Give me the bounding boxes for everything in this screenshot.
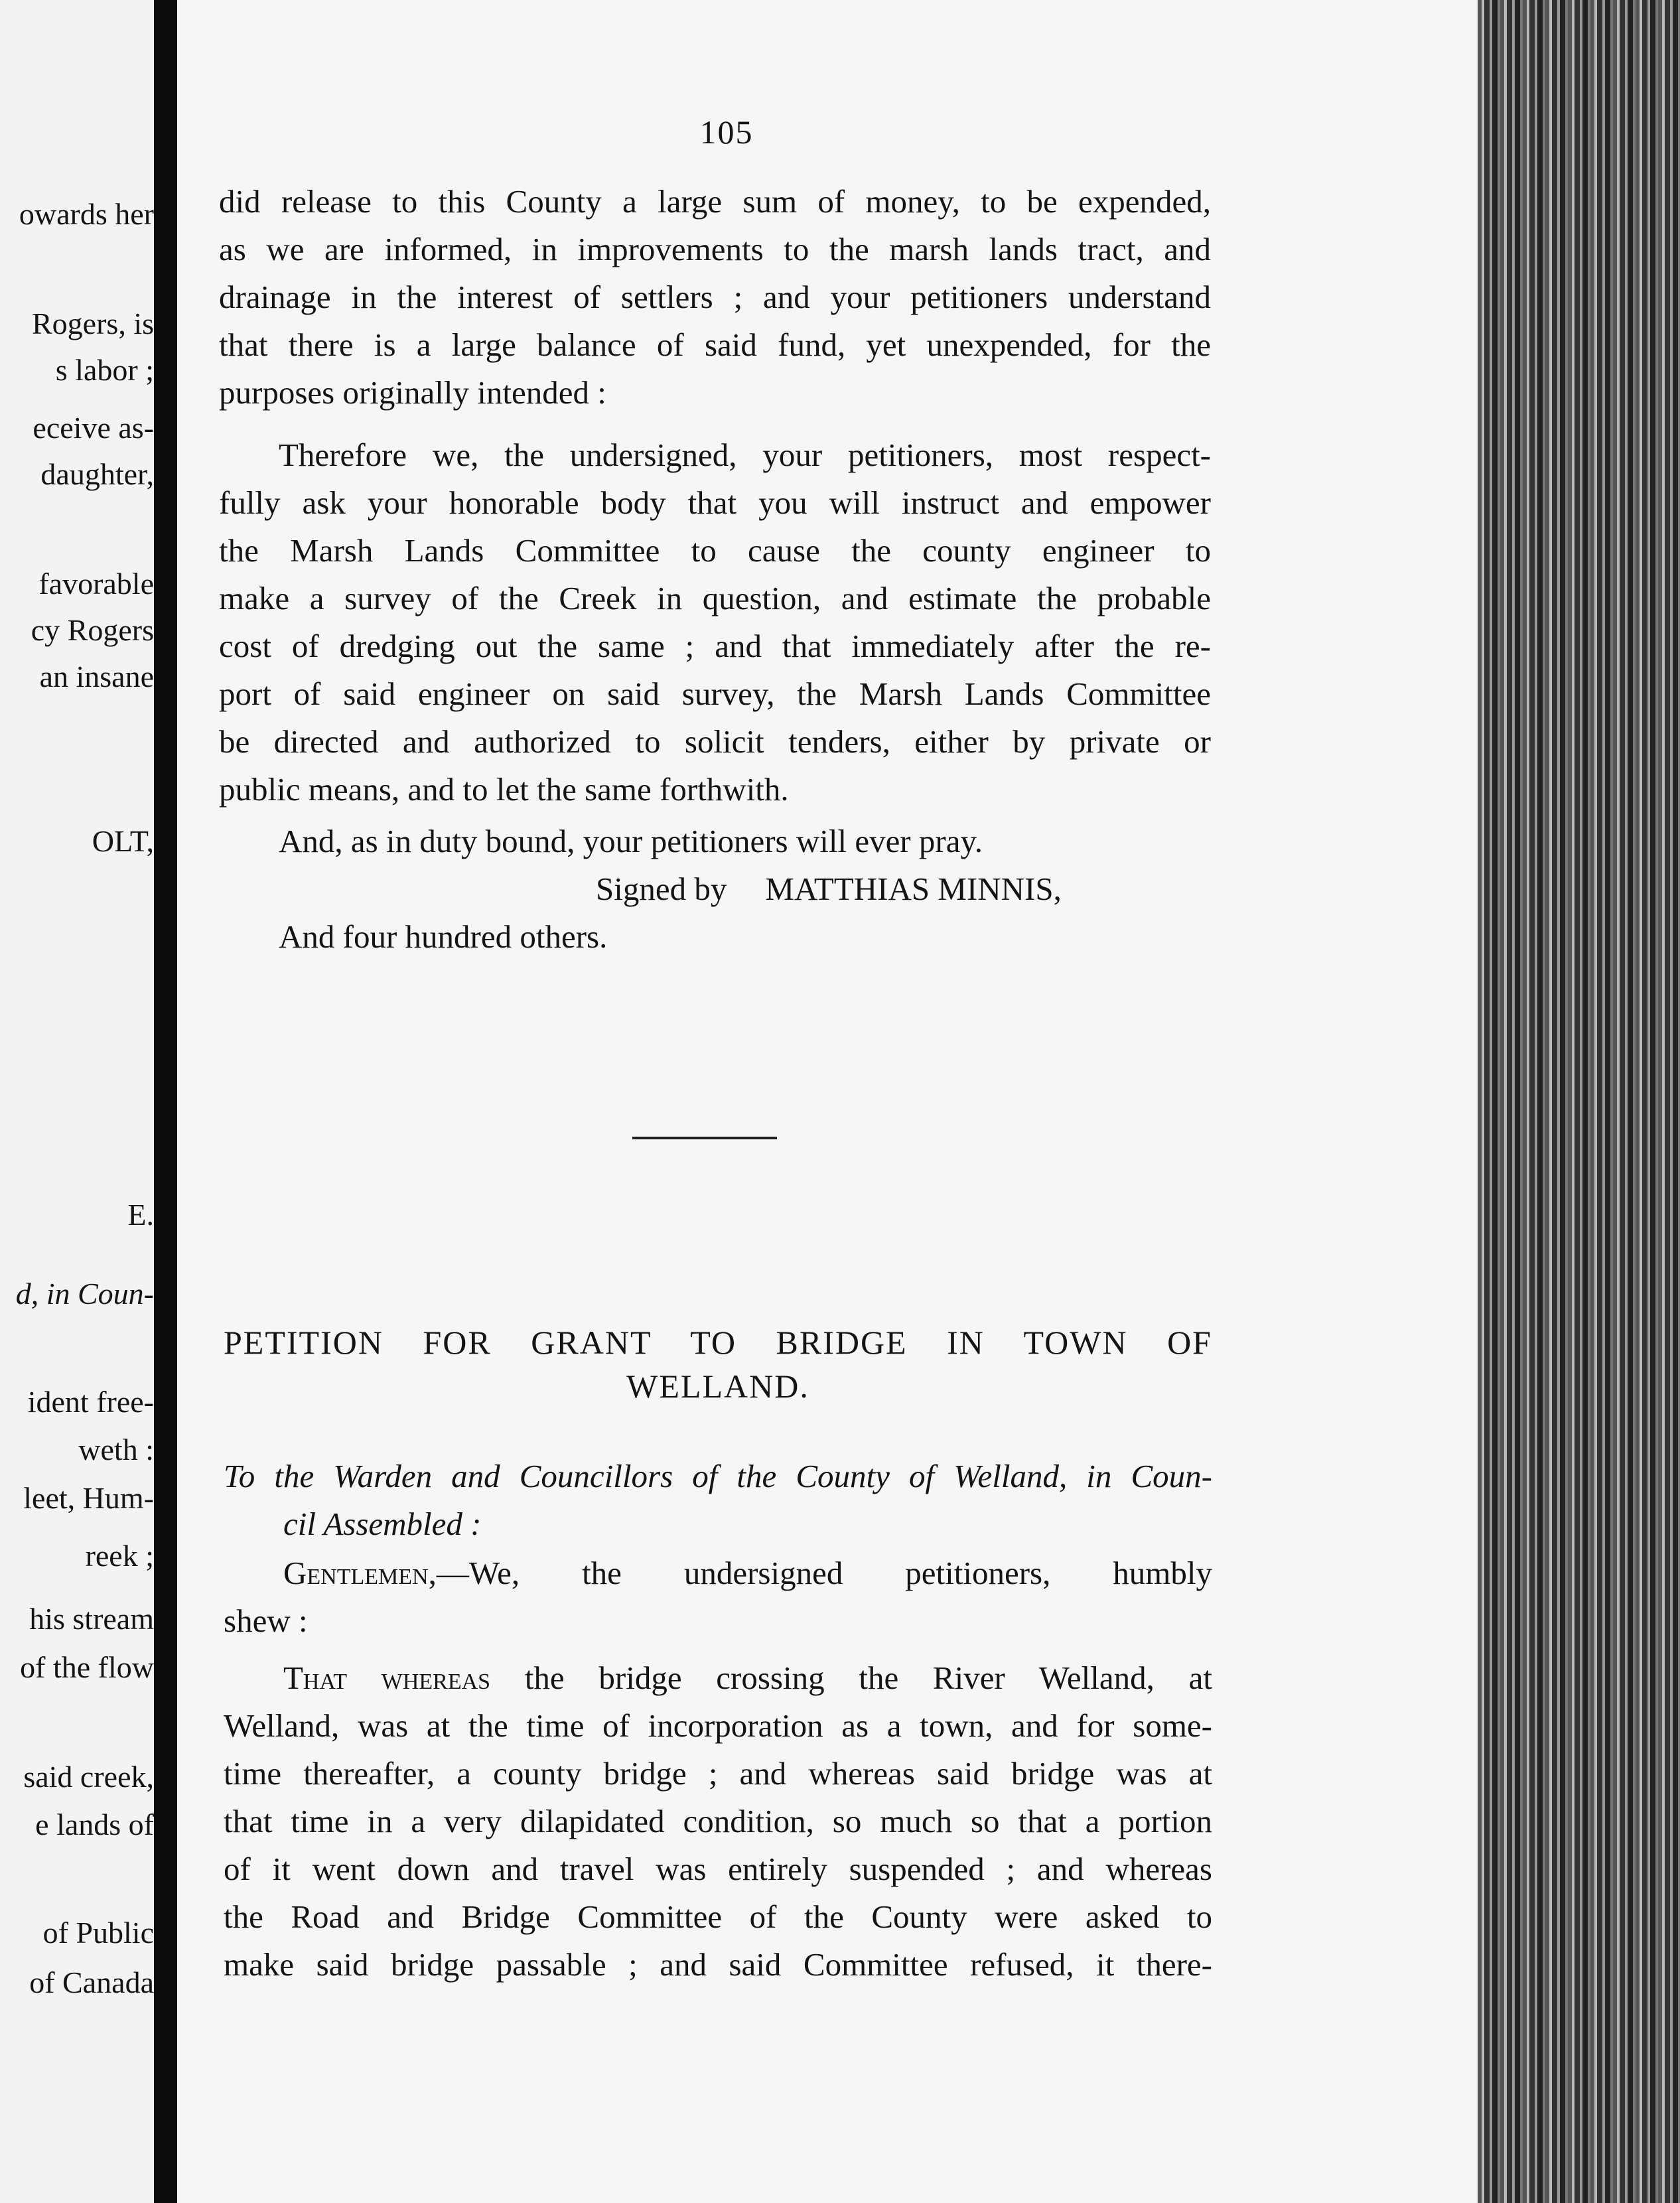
- body-lead: That whereas: [283, 1660, 491, 1696]
- left-page-fragment: Rogers, is: [32, 307, 154, 340]
- signer-name: MATTHIAS MINNIS,: [765, 871, 1062, 907]
- body-line-rest: the bridge crossing the River Welland, at: [490, 1660, 1212, 1696]
- left-page-fragment: s labor ;: [55, 353, 154, 387]
- section-heading: [224, 1320, 1212, 1408]
- page-number: 105: [699, 113, 754, 151]
- left-page-fragment: E.: [127, 1198, 154, 1232]
- left-page-fragment: said creek,: [23, 1760, 154, 1794]
- section-divider: [632, 1137, 777, 1139]
- left-page-fragment: daughter,: [40, 457, 154, 491]
- left-page-fragment: of Canada: [29, 1965, 154, 1999]
- text-line: Therefore we, the undersigned, your petitioners, most respect-: [279, 437, 1211, 473]
- heading-line: WELLAND.: [626, 1368, 809, 1405]
- text-line: public means, and to let the same forthwith.: [219, 771, 789, 808]
- text-line: the Marsh Lands Committee to cause the county engineer to: [219, 532, 1211, 569]
- text-line: that there is a large balance of said fund, yet unexpended, for the: [219, 326, 1211, 363]
- text-line: cost of dredging out the same ; and that immediately after the re-: [219, 628, 1211, 664]
- others-line: And four hundred others.: [279, 918, 608, 955]
- text-line: of it went down and travel was entirely suspended ; and whereas: [224, 1851, 1212, 1887]
- left-page-fragment: an insane: [39, 660, 154, 693]
- text-line: make a survey of the Creek in question, and estimate the probable: [219, 580, 1211, 616]
- address-line: To the Warden and Councillors of the County of Welland, in Coun-: [224, 1458, 1212, 1494]
- left-page-fragment: of the flow: [20, 1650, 154, 1684]
- salutation-line: shew :: [224, 1602, 308, 1639]
- text-line: drainage in the interest of settlers ; and your petitioners understand: [219, 279, 1211, 315]
- page-edges: [1478, 0, 1680, 2203]
- left-page-fragment: leet, Hum-: [23, 1481, 154, 1515]
- salutation-line: [224, 1549, 1212, 1597]
- left-page-fragment: e lands of: [35, 1808, 154, 1841]
- heading-line: PETITION FOR GRANT TO BRIDGE IN TOWN OF: [224, 1324, 1212, 1361]
- text-line: Welland, was at the time of incorporation as a town, and for some-: [224, 1707, 1212, 1744]
- text-line: the Road and Bridge Committee of the County were asked to: [224, 1898, 1212, 1935]
- left-page-fragment: eceive as-: [33, 411, 154, 445]
- left-page-fragment: his stream: [29, 1602, 154, 1636]
- left-page-fragment: weth :: [78, 1433, 154, 1466]
- left-page-fragment: owards her: [19, 197, 154, 231]
- text-line: make said bridge passable ; and said Committee refused, it there-: [224, 1946, 1212, 1983]
- left-page-fragment: reek ;: [85, 1539, 154, 1573]
- text-line: fully ask your honorable body that you will instruct and empower: [219, 484, 1211, 521]
- text-line: time thereafter, a county bridge ; and whereas said bridge was at: [224, 1755, 1212, 1792]
- text-line: be directed and authorized to solicit tenders, either by private or: [219, 723, 1211, 760]
- salutation-rest: —We, the undersigned petitioners, humbly: [436, 1555, 1212, 1591]
- left-page-fragment: of Public: [42, 1916, 154, 1950]
- text-line: did release to this County a large sum of money, to be expended,: [219, 183, 1211, 220]
- left-page-fragment: favorable: [38, 567, 154, 601]
- left-page-fragment: ident free-: [27, 1385, 154, 1419]
- signature-line: [219, 865, 1211, 913]
- text-line: port of said engineer on said survey, the Marsh Lands Committee: [219, 675, 1211, 712]
- text-line: purposes originally intended :: [219, 374, 606, 411]
- text-line: as we are informed, in improvements to the marsh lands tract, and: [219, 231, 1211, 267]
- signed-by-label: Signed by: [596, 871, 727, 907]
- petition-body-part1: [219, 178, 1211, 961]
- left-page-fragment: OLT,: [92, 824, 154, 858]
- left-page-fragment: cy Rogers: [31, 613, 154, 647]
- petition-body-part2: [224, 1453, 1212, 1989]
- address-line: cil Assembled :: [283, 1506, 482, 1542]
- left-facing-page: [0, 0, 154, 2203]
- left-page-fragment: d, in Coun-: [15, 1277, 154, 1311]
- text-line: that time in a very dilapidated condition, so much so that a portion: [224, 1803, 1212, 1839]
- book-gutter: [154, 0, 177, 2203]
- text-line: [224, 1654, 1212, 1702]
- closing-line: And, as in duty bound, your petitioners will ever pray.: [279, 823, 983, 859]
- salutation-lead: Gentlemen,: [283, 1555, 437, 1591]
